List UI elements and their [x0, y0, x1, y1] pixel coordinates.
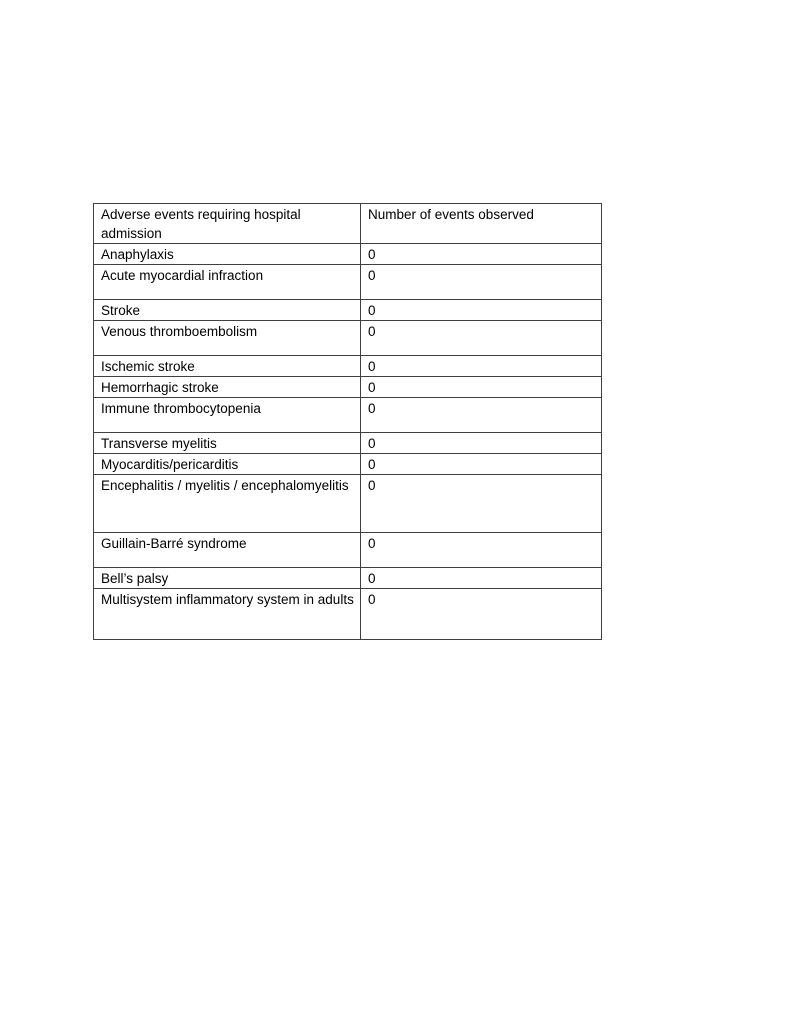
table-row: [94, 589, 602, 640]
event-name-cell: Ischemic stroke: [94, 356, 361, 377]
event-name-cell: Stroke: [94, 300, 361, 321]
event-count-cell: 0: [361, 265, 602, 300]
table-row: [94, 356, 602, 377]
table-row: [94, 454, 602, 475]
event-count-cell: 0: [361, 321, 602, 356]
event-name-cell: Hemorrhagic stroke: [94, 377, 361, 398]
event-name-cell: Myocarditis/pericarditis: [94, 454, 361, 475]
table-row: [94, 475, 602, 533]
event-name-cell: Anaphylaxis: [94, 244, 361, 265]
event-count-cell: 0: [361, 533, 602, 568]
table-row: [94, 265, 602, 300]
event-count-cell: 0: [361, 568, 602, 589]
table-row: [94, 321, 602, 356]
event-count-cell: 0: [361, 377, 602, 398]
event-count-cell: 0: [361, 300, 602, 321]
table-row: [94, 568, 602, 589]
event-count-cell: 0: [361, 433, 602, 454]
table-row: [94, 533, 602, 568]
header-count-cell: Number of events observed: [361, 204, 602, 244]
event-name-cell: Bell’s palsy: [94, 568, 361, 589]
header-event-cell: Adverse events requiring hospital admission: [94, 204, 361, 244]
event-count-cell: 0: [361, 398, 602, 433]
event-count-cell: 0: [361, 244, 602, 265]
table-row: [94, 398, 602, 433]
table-row: [94, 433, 602, 454]
event-name-cell: Acute myocardial infraction: [94, 265, 361, 300]
event-count-cell: 0: [361, 589, 602, 640]
event-name-cell: Encephalitis / myelitis / encephalomyelitis: [94, 475, 361, 533]
event-count-cell: 0: [361, 475, 602, 533]
event-name-cell: Immune thrombocytopenia: [94, 398, 361, 433]
table-header-row: [94, 204, 602, 244]
event-name-cell: Venous thromboembolism: [94, 321, 361, 356]
adverse-events-table: [93, 203, 602, 640]
table-row: [94, 377, 602, 398]
event-name-cell: Guillain-Barré syndrome: [94, 533, 361, 568]
table-row: [94, 244, 602, 265]
event-count-cell: 0: [361, 356, 602, 377]
event-count-cell: 0: [361, 454, 602, 475]
event-name-cell: Multisystem inflammatory system in adults: [94, 589, 361, 640]
table-row: [94, 300, 602, 321]
event-name-cell: Transverse myelitis: [94, 433, 361, 454]
